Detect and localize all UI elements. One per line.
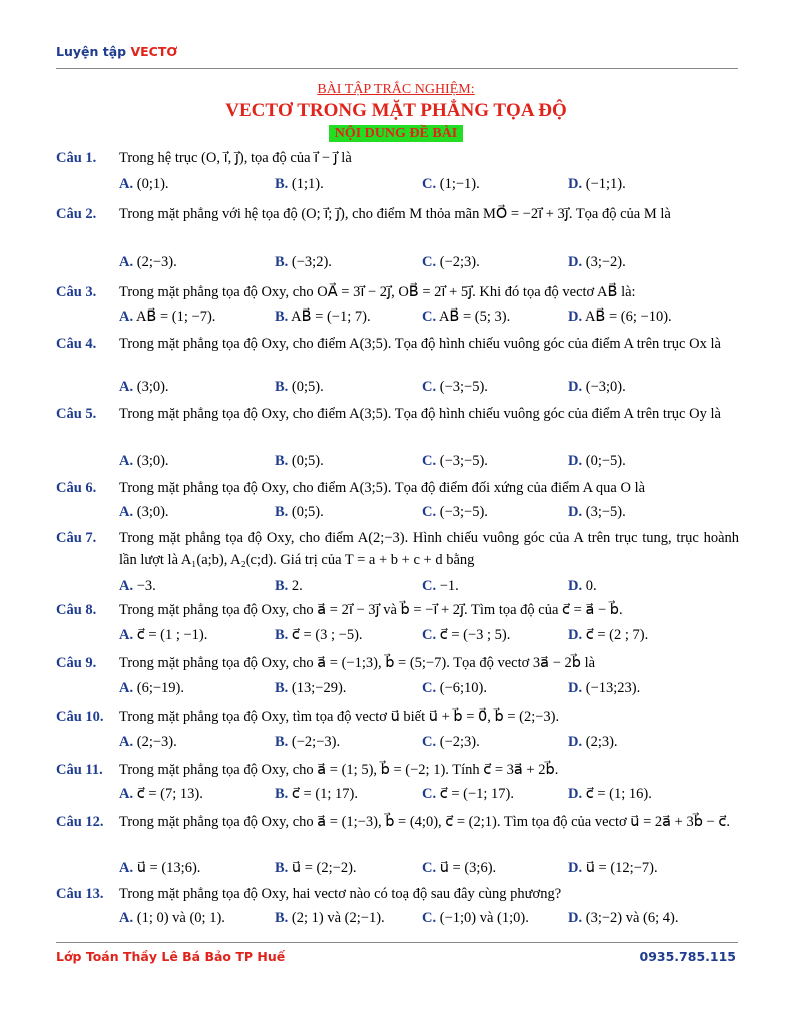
question-label: Câu 12. <box>56 814 104 830</box>
option-d: D. (3;−2). <box>568 254 626 270</box>
option-c: C. (−3;−5). <box>422 453 488 469</box>
option-a: A. u⃗ = (13;6). <box>119 860 201 876</box>
option-a: A. c⃗ = (1 ; −1). <box>119 627 208 643</box>
option-c: C. (−3;−5). <box>422 379 488 395</box>
question-label: Câu 3. <box>56 284 97 300</box>
header-text: Luyện tập <box>56 44 131 59</box>
option-a: A. (2;−3). <box>119 734 177 750</box>
option-b: B. (2; 1) và (2;−1). <box>275 910 385 926</box>
option-c: C. AB⃗ = (5; 3). <box>422 309 511 325</box>
question-text: Trong mặt phẳng tọa độ Oxy, tìm tọa độ vectơ u⃗ biết u⃗ + b⃗ = 0⃗, b⃗ = (2;−3). <box>119 709 560 725</box>
option-b: B. (1;1). <box>275 176 324 192</box>
option-c: C. u⃗ = (3;6). <box>422 860 497 876</box>
footer-phone: 0935.785.115 <box>639 949 736 964</box>
question-text: Trong hệ trục (O, i⃗, j⃗), tọa độ của i⃗ − j⃗ là <box>119 150 352 166</box>
option-a: A. (3;0). <box>119 504 169 520</box>
header-divider <box>56 68 738 69</box>
option-b: B. (−2;−3). <box>275 734 341 750</box>
question-text: Trong mặt phẳng tọa độ Oxy, cho điểm A(3;5). Tọa độ hình chiếu vuông góc của điểm A trên trục Oy là <box>119 406 721 422</box>
option-c: C. c⃗ = (−1; 17). <box>422 786 514 802</box>
question-label: Câu 8. <box>56 602 97 618</box>
option-b: B. (−3;2). <box>275 254 332 270</box>
option-a: A. AB⃗ = (1; −7). <box>119 309 216 325</box>
question-text: Trong mặt phẳng tọa độ Oxy, cho điểm A(3;5). Tọa độ hình chiếu vuông góc của điểm A trên trục Ox là <box>119 336 721 352</box>
question-text: Trong mặt phẳng tọa độ Oxy, cho OA⃗ = 3i⃗ − 2j⃗, OB⃗ = 2i⃗ + 5j⃗. Khi đó tọa độ vectơ AB⃗ là: <box>119 284 636 300</box>
question-text: Trong mặt phẳng tọa độ Oxy, cho a⃗ = (1; 5), b⃗ = (−2; 1). Tính c⃗ = 3a⃗ + 2b⃗. <box>119 762 559 778</box>
option-c: C. c⃗ = (−3 ; 5). <box>422 627 511 643</box>
title-line-1: BÀI TẬP TRẮC NGHIỆM: <box>317 82 475 97</box>
option-a: A. (1; 0) và (0; 1). <box>119 910 225 926</box>
option-a: A. (6;−19). <box>119 680 184 696</box>
option-d: D. (−13;23). <box>568 680 641 696</box>
option-c: C. −1. <box>422 578 459 594</box>
option-c: C. (−3;−5). <box>422 504 488 520</box>
question-text: Trong mặt phẳng tọa độ Oxy, cho điểm A(2;−3). Hình chiếu vuông góc của A trên trục tung, trục hoành lần lượt là A₁(a;b), A₂(c;d). Giá trị của T = a + b + c + d bằng <box>119 530 739 568</box>
question-text: Trong mặt phẳng với hệ tọa độ (O; i⃗; j⃗), cho điểm M thỏa mãn MO⃗ = −2i⃗ + 3j⃗. Tọa độ của M là <box>119 206 671 222</box>
question-label: Câu 13. <box>56 886 104 902</box>
question-label: Câu 7. <box>56 530 97 546</box>
option-d: D. c⃗ = (1; 16). <box>568 786 652 802</box>
question-text: Trong mặt phẳng tọa độ Oxy, cho a⃗ = (1;−3), b⃗ = (4;0), c⃗ = (2;1). Tìm tọa độ của vectơ u⃗ = 2a⃗ + 3b⃗ − c⃗. <box>119 814 730 830</box>
option-d: D. (−3;0). <box>568 379 626 395</box>
option-b: B. (0;5). <box>275 453 324 469</box>
question-label: Câu 11. <box>56 762 103 778</box>
question-label: Câu 10. <box>56 709 104 725</box>
option-d: D. u⃗ = (12;−7). <box>568 860 658 876</box>
option-a: A. (0;1). <box>119 176 169 192</box>
option-b: B. AB⃗ = (−1; 7). <box>275 309 371 325</box>
question-text: Trong mặt phẳng tọa độ Oxy, cho a⃗ = (−1;3), b⃗ = (5;−7). Tọa độ vectơ 3a⃗ − 2b⃗ là <box>119 655 596 671</box>
option-b: B. (13;−29). <box>275 680 347 696</box>
option-b: B. (0;5). <box>275 504 324 520</box>
option-b: B. (0;5). <box>275 379 324 395</box>
title-line-3 <box>0 124 792 142</box>
option-c: C. (1;−1). <box>422 176 480 192</box>
question-label: Câu 4. <box>56 336 97 352</box>
option-c: C. (−2;3). <box>422 254 480 270</box>
option-a: A. (3;0). <box>119 453 169 469</box>
header-accent: VECTƠ <box>130 44 178 59</box>
question-label: Câu 2. <box>56 206 97 222</box>
option-d: D. c⃗ = (2 ; 7). <box>568 627 649 643</box>
option-a: A. (3;0). <box>119 379 169 395</box>
option-b: B. c⃗ = (3 ; −5). <box>275 627 363 643</box>
option-b: B. 2. <box>275 578 303 594</box>
footer-divider <box>56 942 738 943</box>
option-a: A. c⃗ = (7; 13). <box>119 786 203 802</box>
option-d: D. (3;−2) và (6; 4). <box>568 910 679 926</box>
option-d: D. 0. <box>568 578 597 594</box>
option-c: C. (−2;3). <box>422 734 480 750</box>
question-text: Trong mặt phẳng tọa độ Oxy, hai vectơ nào có toạ độ sau đây cùng phương? <box>119 886 562 902</box>
option-d: D. (0;−5). <box>568 453 626 469</box>
question-label: Câu 5. <box>56 406 97 422</box>
question-text: Trong mặt phẳng tọa độ Oxy, cho điểm A(3;5). Tọa độ điểm đối xứng của điểm A qua O là <box>119 480 646 496</box>
question-text: Trong mặt phẳng tọa độ Oxy, cho a⃗ = 2i⃗ − 3j⃗ và b⃗ = −i⃗ + 2j⃗. Tìm tọa độ của c⃗ = a⃗ − b⃗. <box>119 602 623 618</box>
option-a: A. −3. <box>119 578 156 594</box>
option-d: D. (2;3). <box>568 734 618 750</box>
title-line-2: VECTƠ TRONG MẶT PHẲNG TỌA ĐỘ <box>225 100 567 121</box>
option-b: B. u⃗ = (2;−2). <box>275 860 357 876</box>
question-label: Câu 1. <box>56 150 97 166</box>
option-d: D. (−1;1). <box>568 176 626 192</box>
title-highlight: NỘI DUNG ĐỀ BÀI <box>329 125 464 142</box>
option-d: D. (3;−5). <box>568 504 626 520</box>
option-d: D. AB⃗ = (6; −10). <box>568 309 672 325</box>
footer-left: Lớp Toán Thầy Lê Bá Bảo TP Huế <box>56 949 286 964</box>
option-c: C. (−6;10). <box>422 680 487 696</box>
question-label: Câu 6. <box>56 480 97 496</box>
page-header <box>56 44 177 59</box>
question-label: Câu 9. <box>56 655 97 671</box>
option-a: A. (2;−3). <box>119 254 177 270</box>
option-c: C. (−1;0) và (1;0). <box>422 910 529 926</box>
option-b: B. c⃗ = (1; 17). <box>275 786 359 802</box>
